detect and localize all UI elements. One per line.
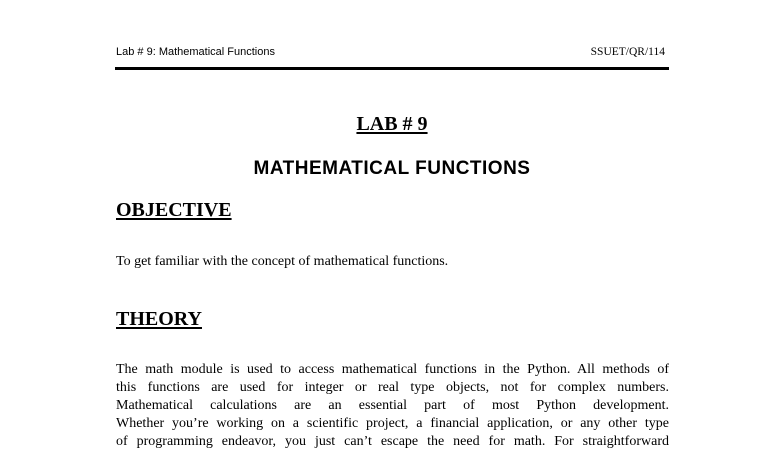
page-header-left: Lab # 9: Mathematical Functions xyxy=(116,46,275,58)
theory-heading: THEORY xyxy=(116,308,202,330)
theory-line: Whether you’re working on a scientific project, a financial application, or any other type xyxy=(116,416,669,431)
objective-heading: OBJECTIVE xyxy=(116,199,232,221)
theory-line: of programming endeavor, you just can’t escape the need for math. For straightforward xyxy=(116,434,669,449)
theory-line: The math module is used to access mathematical functions in the Python. All methods of xyxy=(116,362,669,377)
theory-line: Mathematical calculations are an essential part of most Python development. xyxy=(116,398,669,413)
page-header-right: SSUET/QR/114 xyxy=(590,46,665,58)
theory-paragraph xyxy=(116,361,669,451)
objective-text: To get familiar with the concept of mathematical functions. xyxy=(116,254,449,269)
header-divider xyxy=(115,67,669,70)
subject-title: MATHEMATICAL FUNCTIONS xyxy=(253,158,531,179)
lab-title: LAB # 9 xyxy=(356,113,428,135)
theory-line: this functions are used for integer or real type objects, not for complex numbers. xyxy=(116,380,669,395)
